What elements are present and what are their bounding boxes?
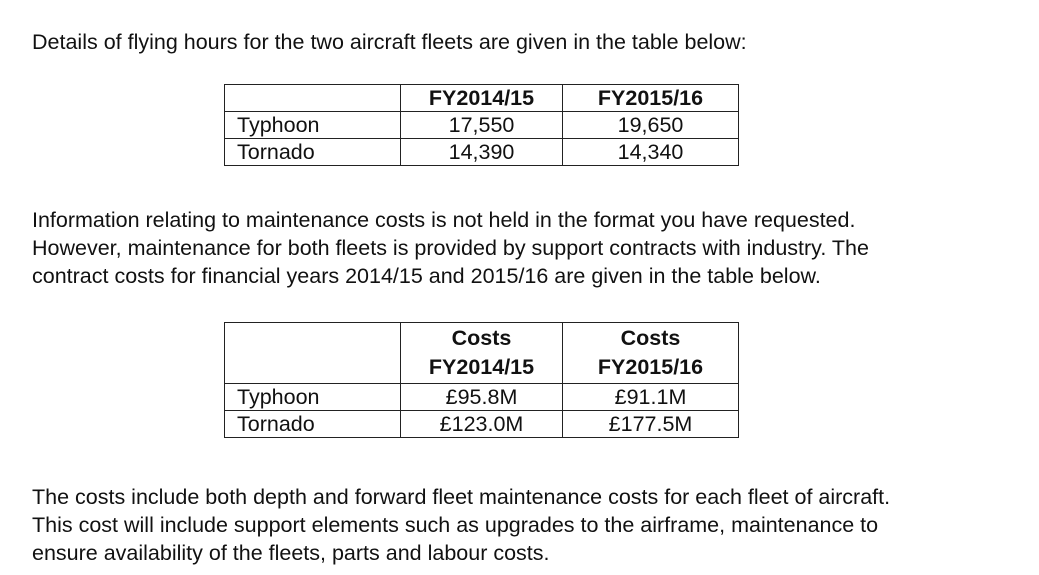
table-row [225, 112, 739, 139]
maintenance-paragraph [32, 206, 869, 290]
cell-value: 19,650 [563, 112, 739, 139]
table-header-row [225, 323, 739, 384]
row-label-typhoon: Typhoon [225, 112, 401, 139]
header-cell-costs-fy2014-15 [401, 323, 563, 384]
cell-value: £177.5M [563, 411, 739, 438]
paragraph-line: The costs include both depth and forward fleet maintenance costs for each fleet of aircraft. [32, 485, 891, 509]
header-cell-fy2015-16: FY2015/16 [563, 85, 739, 112]
cell-value: 14,390 [401, 139, 563, 166]
cell-value: 14,340 [563, 139, 739, 166]
table-header-row [225, 85, 739, 112]
row-label-tornado: Tornado [225, 139, 401, 166]
paragraph-line: contract costs for financial years 2014/15 and 2015/16 are given in the table below. [32, 264, 821, 288]
paragraph-line: Information relating to maintenance costs is not held in the format you have requested. [32, 208, 856, 232]
header-line: FY2015/16 [597, 355, 704, 379]
flying-hours-table [224, 84, 739, 166]
paragraph-line: However, maintenance for both fleets is provided by support contracts with industry. The [32, 236, 869, 260]
header-cell-fy2014-15: FY2014/15 [401, 85, 563, 112]
paragraph-line: This cost will include support elements such as upgrades to the airframe, maintenance to [32, 513, 879, 537]
cell-value: £95.8M [401, 384, 563, 411]
header-line: FY2014/15 [428, 355, 535, 379]
paragraph-line: ensure availability of the fleets, parts and labour costs. [32, 541, 550, 565]
header-cell-empty [225, 85, 401, 112]
table-row [225, 139, 739, 166]
intro-paragraph: Details of flying hours for the two aircraft fleets are given in the table below: [32, 30, 747, 54]
cell-value: 17,550 [401, 112, 563, 139]
closing-paragraph [32, 483, 890, 567]
cell-value: £123.0M [401, 411, 563, 438]
header-cell-empty [225, 323, 401, 384]
row-label-tornado: Tornado [225, 411, 401, 438]
row-label-typhoon: Typhoon [225, 384, 401, 411]
costs-table [224, 322, 739, 438]
header-line: Costs [620, 326, 681, 350]
table-row [225, 384, 739, 411]
cell-value: £91.1M [563, 384, 739, 411]
header-cell-costs-fy2015-16 [563, 323, 739, 384]
header-line: Costs [451, 326, 512, 350]
table-row [225, 411, 739, 438]
